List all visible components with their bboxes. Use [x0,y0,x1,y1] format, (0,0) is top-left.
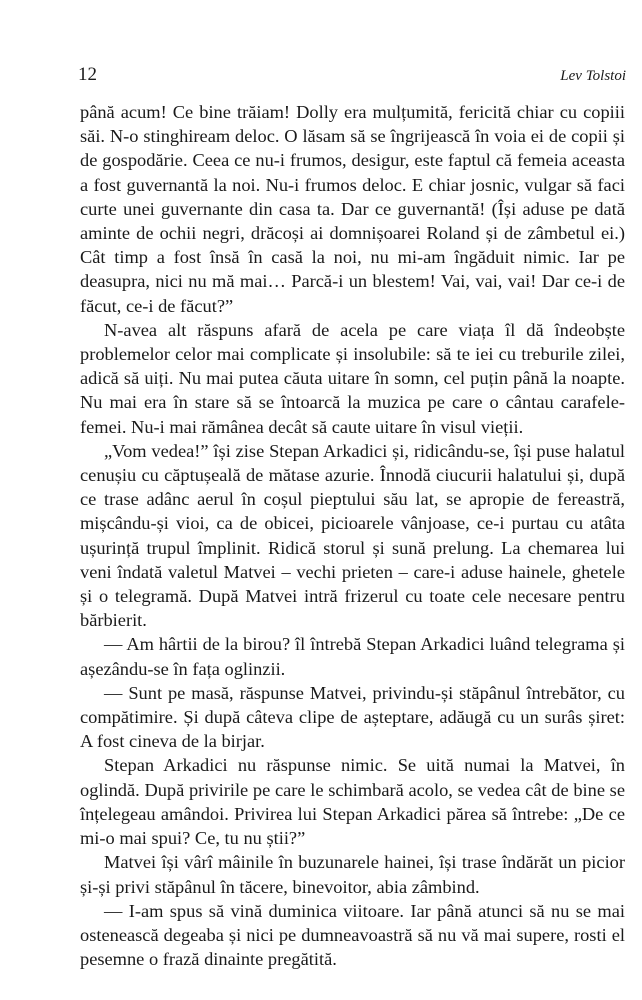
page-header [78,64,632,94]
paragraph: „Vom vedea!” își zise Stepan Arkadici și, ridicându-se, își puse halatul cenușiu cu căptușeală de mătase azurie. Înnodă ciucurii halatului și, după ce trase adânc aerul în coșul pieptului său lat, se apropie de fereastră, mișcându-și vioi, ca de obicei, picioarele vânjoase, ce-i purtau cu atâta ușurință trupul împlinit. Ridică storul și sună prelung. La chemarea lui veni îndată valetul Matvei – vechi prieten – care-i aduse hainele, ghetele și o telegramă. După Matvei intră frizerul cu toate cele necesare pentru bărbierit. [80,440,625,631]
dialogue-paragraph: — Am hârtii de la birou? îl întrebă Stepan Arkadici luând telegrama și așezându-se în fața oglinzii. [80,634,625,679]
page-number: 12 [78,64,97,85]
paragraph: N-avea alt răspuns afară de acela pe care viața îl dă îndeobște problemelor celor mai complicate și insolubile: să te iei cu treburile zilei, adică să uiți. Nu mai putea căuta uitare în somn, cel puțin până la noapte. Nu mai era în stare să se întoarcă la muzica pe care o cântau carafele-femei. Nu-i mai rămânea decât să caute uitare în visul vieții. [80,319,625,437]
paragraph: Stepan Arkadici nu răspunse nimic. Se uită numai la Matvei, în oglindă. După privirile pe care le schimbară acolo, se vedea cât de bine se înțelegeau amândoi. Privirea lui Stepan Arkadici părea să întrebe: „De ce mi-o mai spui? Ce, tu nu știi?” [80,755,625,849]
running-head: Lev Tolstoi [560,68,626,84]
dialogue-paragraph: — I-am spus să vină duminica viitoare. Iar până atunci să nu se mai ostenească degeaba și nici pe dumneavoastră să nu vă mai supere, rosti el pesemne o frază dinainte pregătită. [80,900,625,970]
paragraph-continuation: până acum! Ce bine trăiam! Dolly era mulțumită, fericită chiar cu copiii săi. N-o stinghiream deloc. O lăsam să se îngrijească în voia ei de copii și de gospodărie. Ceea ce nu-i frumos, desigur, este faptul că femeia aceasta a fost guvernantă la noi. Nu-i frumos deloc. E chiar josnic, vulgar să faci curte unei guvernante din casa ta. Dar ce guvernantă! (Își aduse pe dată aminte de ochii negri, drăcoși ai domnișoarei Roland și de zâmbetul ei.) Cât timp a fost însă în casă la noi, nu mi-am îngăduit nimic. Iar pe deasupra, nici nu mă mai… Parcă-i un blestem! Vai, vai, vai! Dar ce-i de făcut, ce-i de făcut?” [80,102,625,316]
paragraph: Matvei își vârî mâinile în buzunarele hainei, își trase îndărăt un picior și-și privi stăpânul în tăcere, binevoitor, abia zâmbind. [80,852,625,897]
dialogue-paragraph: — Sunt pe masă, răspunse Matvei, privindu-și stăpânul întrebător, cu compătimire. Și după câteva clipe de așteptare, adăugă cu un surâs șiret: A fost cineva de la birjar. [80,682,625,752]
body-text [80,100,625,971]
